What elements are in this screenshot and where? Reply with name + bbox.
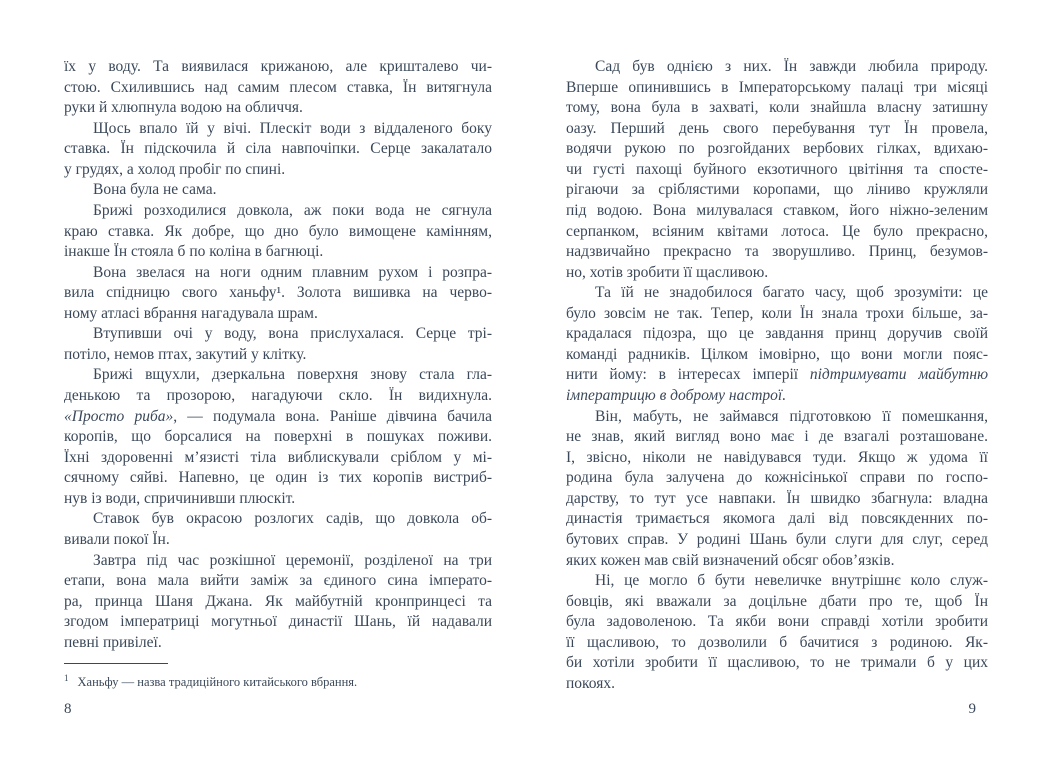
text-line: коропів, що борсалися на поверхні в пошуках поживи.	[64, 428, 492, 446]
text-line: їх у воду. Та виявилася крижаною, але кришталево чи-	[64, 58, 492, 75]
text-line: водячи рукою по розгойданих вербових гілках, вдихаю-	[566, 140, 988, 158]
text-line: би хотіли зробити її щасливою, то не тримали б у цих	[566, 654, 988, 672]
footnote-text: Ханьфу — назва традиційного китайського вбрання.	[77, 675, 358, 690]
text-line: Вона була не сама.	[93, 181, 217, 199]
text-line: згодом імператриці могутньої династії Шань, їй надавали	[64, 613, 492, 631]
text-line: дарству, то тут усе навпаки. Їн швидко збагнула: владна	[566, 489, 988, 507]
text-line: команді радників. Цілком імовірно, що вони могли пояс-	[566, 345, 988, 363]
right-page-text	[566, 57, 988, 694]
text-line: крадалася підозра, що це завдання принц доручив своїй	[566, 325, 988, 343]
text-line: серпанком, всіяним квітами лотоса. Це було прекрасно,	[566, 222, 988, 240]
text-line: яких кожен мав свій визначений обсяг обов’язків.	[566, 551, 895, 569]
text-line: не знав, який вигляд воно має і де взагалі розташоване.	[566, 428, 988, 446]
text-line: була задоволеною. Та якби вони справді хотіли зробити	[566, 613, 988, 631]
text-line: Та їй не знадобилося багато часу, щоб зрозуміти: це	[595, 284, 988, 302]
text-line: надзвичайно прекрасно та зворушливо. Принц, безумов-	[566, 243, 988, 261]
text-line: певні привілеї.	[64, 633, 162, 651]
text-line: нити йому: в інтересах імперії підтримувати майбутню	[566, 366, 988, 384]
text-line: руки й хлюпнула водою на обличчя.	[64, 99, 303, 117]
text-line: етапи, вона мала вийти заміж за єдиного сина імперато-	[64, 572, 492, 590]
footnote-marker: 1	[64, 673, 69, 683]
text-line: нув із води, спричинивши плюскіт.	[64, 489, 296, 507]
text-line: вила спідницю свого ханьфу¹. Золота вишивка на черво-	[64, 284, 492, 302]
text-line: Брижі вщухли, дзеркальна поверхня знову стала гла-	[93, 366, 492, 384]
text-line: рігаючи за сріблястими коропами, що ліниво кружляли	[566, 181, 988, 199]
text-line: Ні, це могло б бути невеличке внутрішнє коло служ-	[595, 572, 988, 590]
text-line: потіло, немов птах, закутий у клітку.	[64, 345, 307, 363]
text-line: династія тримається якомога далі від повсякденних по-	[566, 510, 988, 528]
text-line: вивали покої Їн.	[64, 530, 170, 548]
text-line: І, звісно, ніколи не навідувався туди. Якщо ж удома її	[566, 448, 988, 466]
text-line: стою. Схилившись над самим плесом ставка, Їн витягнула	[64, 78, 492, 96]
page-number-left: 8	[64, 701, 72, 717]
text-line: її щасливою, то дозволили б бачитися з родиною. Як-	[566, 633, 988, 651]
text-line: Завтра під час розкішної церемонії, розділеної на три	[93, 551, 492, 569]
text-line: покоях.	[566, 674, 615, 692]
text-line: ставка. Їн підскочила й сіла навпочіпки. Серце закалатало	[64, 140, 492, 158]
text-line: у грудях, а холод пробіг по спині.	[64, 160, 286, 178]
footnote	[64, 670, 492, 690]
text-line: було зовсім не так. Тепер, коли Їн знала трохи більше, за-	[566, 304, 988, 322]
footnote-divider	[64, 663, 168, 664]
text-line: сячному сяйві. Напевно, це один із тих коропів вистриб-	[64, 469, 492, 487]
text-line: тому, вона була в захваті, коли знайшла власну затишну	[566, 99, 988, 117]
text-line: бовців, які вважали за доцільне дбати про те, щоб Їн	[566, 592, 988, 610]
text-line: інакше Їн стояла б по коліна в багнюці.	[64, 243, 324, 261]
text-line: чи густі пахощі буйного екзотичного цвітіння та спосте-	[566, 160, 988, 178]
text-line: Вона звелася на ноги одним плавним рухом і розпра-	[93, 263, 492, 281]
text-line: ра, принца Шаня Джана. Як майбутній кронпринцесі та	[64, 592, 492, 610]
text-line: Втупивши очі у воду, вона прислухалася. Серце трі-	[93, 325, 492, 343]
text-line: Ставок був окрасою розлогих садів, що довкола об-	[93, 510, 492, 528]
text-line: «Просто риба», — подумала вона. Раніше дівчина бачила	[64, 407, 493, 425]
text-line: ному атласі вбрання нагадувала шрам.	[64, 304, 318, 322]
text-line: оазу. Перший день свого перебування тут Їн провела,	[566, 119, 988, 137]
text-line: Щось впало їй у вічі. Плескіт води з віддаленого боку	[93, 119, 492, 137]
text-line: Брижі розходилися довкола, аж поки вода не сягнула	[93, 201, 492, 219]
page-number-right: 9	[968, 701, 976, 717]
text-line: бутових справ. У родині Шань були слуги для слуг, серед	[566, 530, 988, 548]
text-line: родина була залучена до кожнісінької справи по госпо-	[566, 469, 988, 487]
text-line: під водою. Вона милувалася ставком, його ніжно-зеленим	[566, 201, 988, 219]
text-line: но, хотів зробити її щасливою.	[566, 263, 769, 281]
text-line: Їхні здоровенні м’язисті тіла виблискували сріблом у мі-	[64, 448, 492, 466]
text-line: Він, мабуть, не займався підготовкою її помешкання,	[595, 407, 988, 425]
text-line: Вперше опинившись в Імператорському палаці три місяці	[566, 78, 988, 96]
text-line: імператрицю в доброму настрої.	[566, 387, 787, 404]
text-line: денькою та прозорою, нагадуючи скло. Їн видихнула.	[64, 387, 492, 404]
left-page-text	[64, 57, 492, 653]
text-line: краю ставка. Як добре, що дно було вимощене камінням,	[64, 222, 492, 240]
text-line: Сад був однією з них. Їн завжди любила природу.	[595, 58, 988, 75]
